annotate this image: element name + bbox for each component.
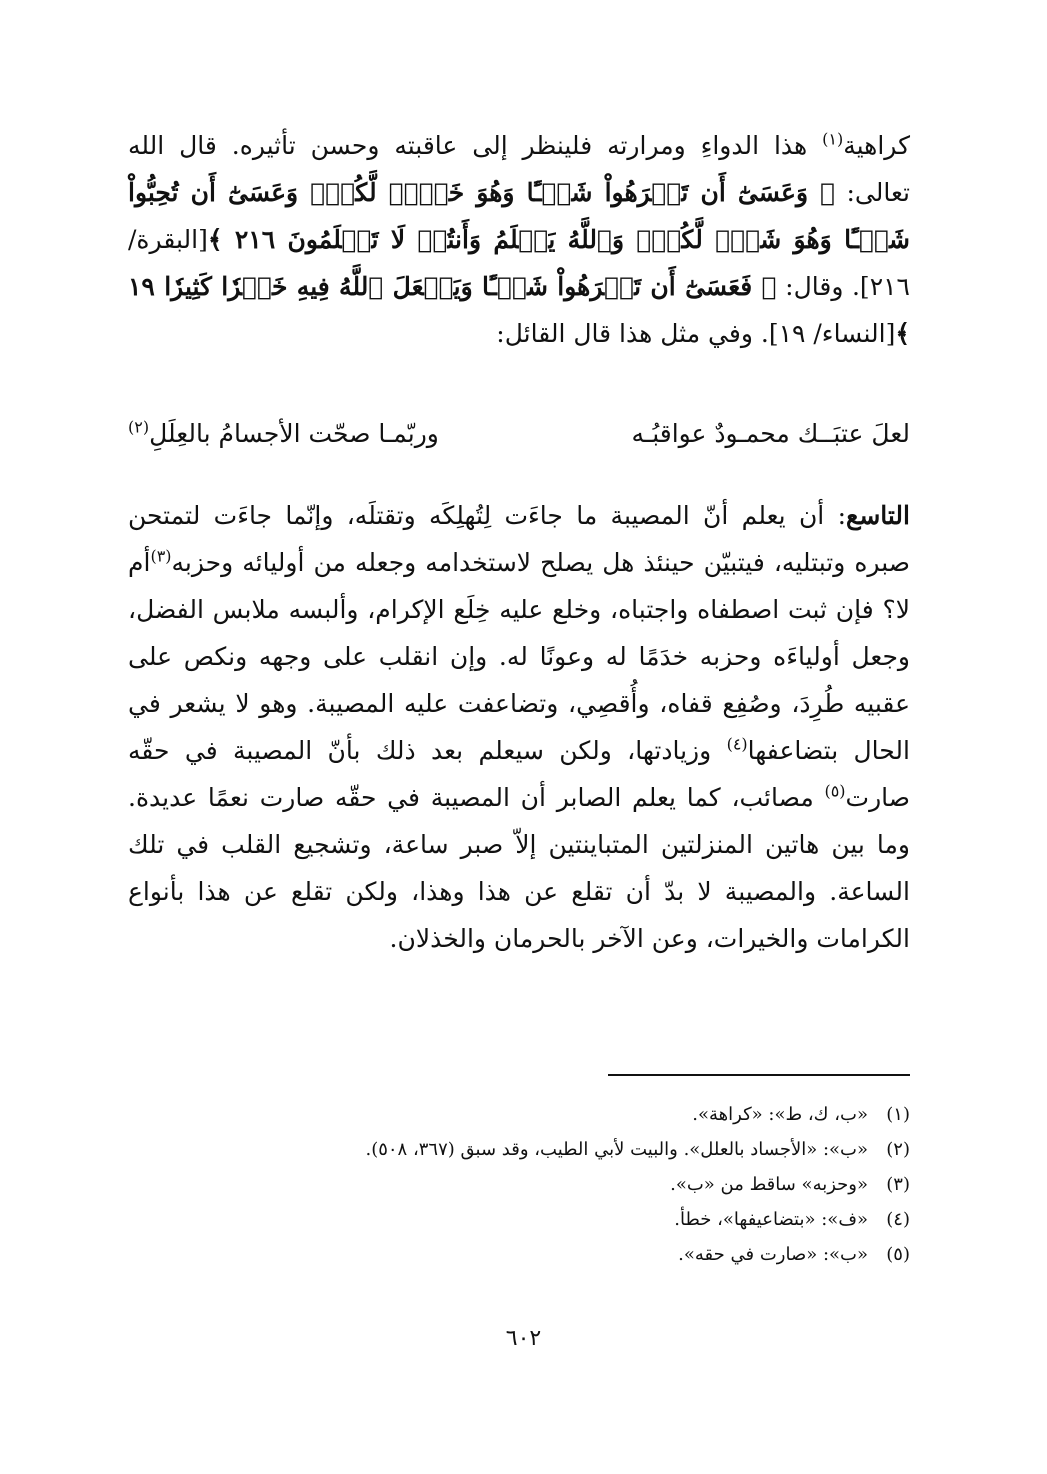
p1-text-b: . وقال:	[776, 272, 860, 301]
footnote-5	[128, 1237, 910, 1272]
hemistich-2: وربّمـا صحّت الأجسامُ بالعِلَلِ	[149, 419, 439, 448]
footnote-3	[128, 1167, 910, 1202]
footnote-number: (٥)	[886, 1244, 910, 1265]
p2-text-4: مصائب، كما يعلم الصابر أن المصيبة في حقّه صارت نعمًا عديدة. وما بين هاتين المنزلتين المتباينتين إلاّ صبر ساعة، وتشجيع القلب في تلك الساعة. والمصيبة لا بدّ أن تقلع عن هذا وهذا، ولكن تقلع عن هذا بأنواع الكرامات والخيرات، وعن الآخر بالحرمان والخذلان.	[128, 783, 910, 953]
footnote-ref-2: (٢)	[128, 417, 150, 437]
p2-text-1: : أن يعلم أنّ المصيبة ما جاءَت لِتُهلِكَه وتقتلَه، وإنّما جاءَت لتمتحن صبره وتبتليه، فيتبيّن حينئذ هل يصلح لاستخدامه وجعله من أوليائه وحزبه	[128, 501, 910, 577]
footnote-text: «ف»: «بتضاعيفها»، خطأ.	[674, 1209, 868, 1230]
verse-citation-2: [النساء/ ١٩]	[768, 319, 896, 348]
footnote-4	[128, 1202, 910, 1237]
footnote-divider	[608, 1074, 910, 1076]
footnote-ref-5: (٥)	[824, 781, 846, 801]
quran-verse-1: ﴿ وَعَسَىٰٓ أَن تَكۡرَهُواْ شَيۡـًٔا وَهُوَ خَيۡرٞ لَّكُمۡۖ وَعَسَىٰٓ أَن تُحِبُّواْ شَيۡـًٔا وَهُوَ شَرّٞ لَّكُمۡۚ وَٱللَّهُ يَعۡلَمُ وَأَنتُمۡ لَا تَعۡلَمُونَ ٢١٦ ﴾	[128, 178, 910, 254]
footnote-ref-3: (٣)	[150, 546, 172, 566]
footnote-text: «وحزبه» ساقط من «ب».	[670, 1174, 868, 1195]
p2-text-2: أم لا؟ فإن ثبت اصطفاه واجتباه، وخلع عليه خِلَع الإكرام، وألبسه ملابس الفضل، وجعل أولياءَه وحزبه خدَمًا له وعونًا له. وإن انقلب على وجهه ونكص على عقبيه طُرِدَ، وصُفِع قفاه، وأُقصِي، وتضاعفت عليه المصيبة. وهو لا يشعر في الحال بتضاعفها	[128, 548, 910, 765]
paragraph-2	[128, 492, 910, 962]
verse-citation-1: [البقرة/ ٢١٦]	[128, 225, 910, 301]
footnotes	[128, 1097, 910, 1272]
paragraph-1	[128, 122, 910, 357]
quran-verse-2: ﴿ فَعَسَىٰٓ أَن تَكۡرَهُواْ شَيۡـًٔا وَيَجۡعَلَ ٱللَّهُ فِيهِ خَيۡرٗا كَثِيرٗا ١٩ ﴾	[128, 272, 910, 348]
p1-text-start: كراهية	[843, 131, 910, 160]
footnote-number: (٣)	[886, 1174, 910, 1195]
p1-text-a: هذا الدواءِ ومرارته فلينظر إلى عاقبته وحسن تأثيره. قال الله تعالى:	[128, 131, 910, 207]
page-number: ٦٠٢	[505, 1326, 542, 1351]
footnote-number: (٤)	[886, 1209, 910, 1230]
p2-text-3: وزيادتها، ولكن سيعلم بعد ذلك بأنّ المصيبة في حقّه صارت	[128, 736, 910, 812]
footnote-2	[128, 1132, 910, 1167]
footnote-ref-1: (١)	[822, 129, 844, 149]
hemistich-2-wrap	[128, 410, 439, 457]
p1-text-c: . وفي مثل هذا قال القائل:	[496, 319, 769, 348]
section-lead-ninth: التاسع	[846, 501, 910, 530]
footnote-text: «ب»: «صارت في حقه».	[678, 1244, 868, 1265]
footnote-ref-4: (٤)	[726, 734, 748, 754]
footnote-1	[128, 1097, 910, 1132]
hemistich-1: لعلَ عتبَــك محمـودٌ عواقبُـه	[631, 419, 910, 448]
footnote-text: «ب»: «الأجساد بالعلل». والبيت لأبي الطيب، وقد سبق (٣٦٧، ٥٠٨).	[365, 1139, 868, 1160]
footnote-number: (٢)	[886, 1139, 910, 1160]
footnote-number: (١)	[886, 1104, 910, 1125]
footnote-text: «ب، ك، ط»: «كراهة».	[692, 1104, 868, 1125]
